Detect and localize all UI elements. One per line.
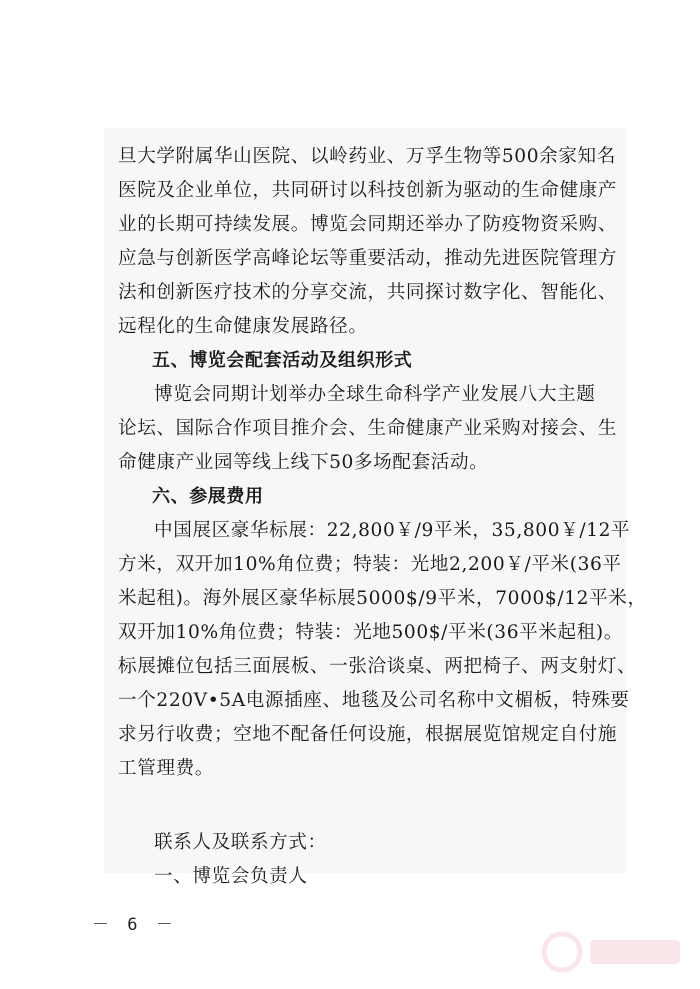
body-line: 旦大学附属华山医院、以岭药业、万孚生物等500余家知名 [118, 146, 616, 167]
body-line: 论坛、国际合作项目推介会、生命健康产业采购对接会、生 [118, 418, 618, 439]
body-line: 命健康产业园等线上线下50多场配套活动。 [118, 452, 489, 473]
document-body [118, 140, 647, 894]
page-number: － 6 － [92, 915, 177, 935]
body-line: 一个220V•5A电源插座、地毯及公司名称中文楣板，特殊要 [118, 690, 630, 711]
body-line: 中国展区豪华标展：22,800￥/9平米，35,800￥/12平 [154, 520, 631, 541]
body-line: 法和创新医疗技术的分享交流，共同探讨数字化、智能化、 [118, 282, 618, 303]
body-line: 医院及企业单位，共同研讨以科技创新为驱动的生命健康产 [118, 180, 618, 201]
body-line: 方米，双开加10%角位费；特装：光地2,200￥/平米(36平 [118, 554, 622, 575]
section-heading-5: 五、博览会配套活动及组织形式 [152, 350, 413, 371]
body-line: 工管理费。 [118, 758, 214, 779]
watermark-logo [540, 920, 690, 980]
body-line: 业的长期可持续发展。博览会同期还举办了防疫物资采购、 [118, 214, 618, 235]
spacer [118, 786, 604, 826]
contact-title: 联系人及联系方式： [154, 832, 327, 853]
body-line: 米起租)。海外展区豪华标展5000$/9平米，7000$/12平米， [118, 588, 647, 609]
body-line: 远程化的生命健康发展路径。 [118, 316, 368, 337]
body-line: 双开加10%角位费；特装：光地500$/平米(36平米起租)。 [118, 622, 623, 643]
body-line: 求另行收费；空地不配备任何设施，根据展览馆规定自付施 [118, 724, 618, 745]
body-line: 应急与创新医学高峰论坛等重要活动，推动先进医院管理方 [118, 248, 618, 269]
body-line: 标展摊位包括三面展板、一张洽谈桌、两把椅子、两支射灯、 [118, 656, 637, 677]
contact-item: 一、博览会负责人 [154, 866, 308, 887]
body-line: 博览会同期计划举办全球生命科学产业发展八大主题 [154, 384, 596, 405]
section-heading-6: 六、参展费用 [152, 486, 264, 507]
